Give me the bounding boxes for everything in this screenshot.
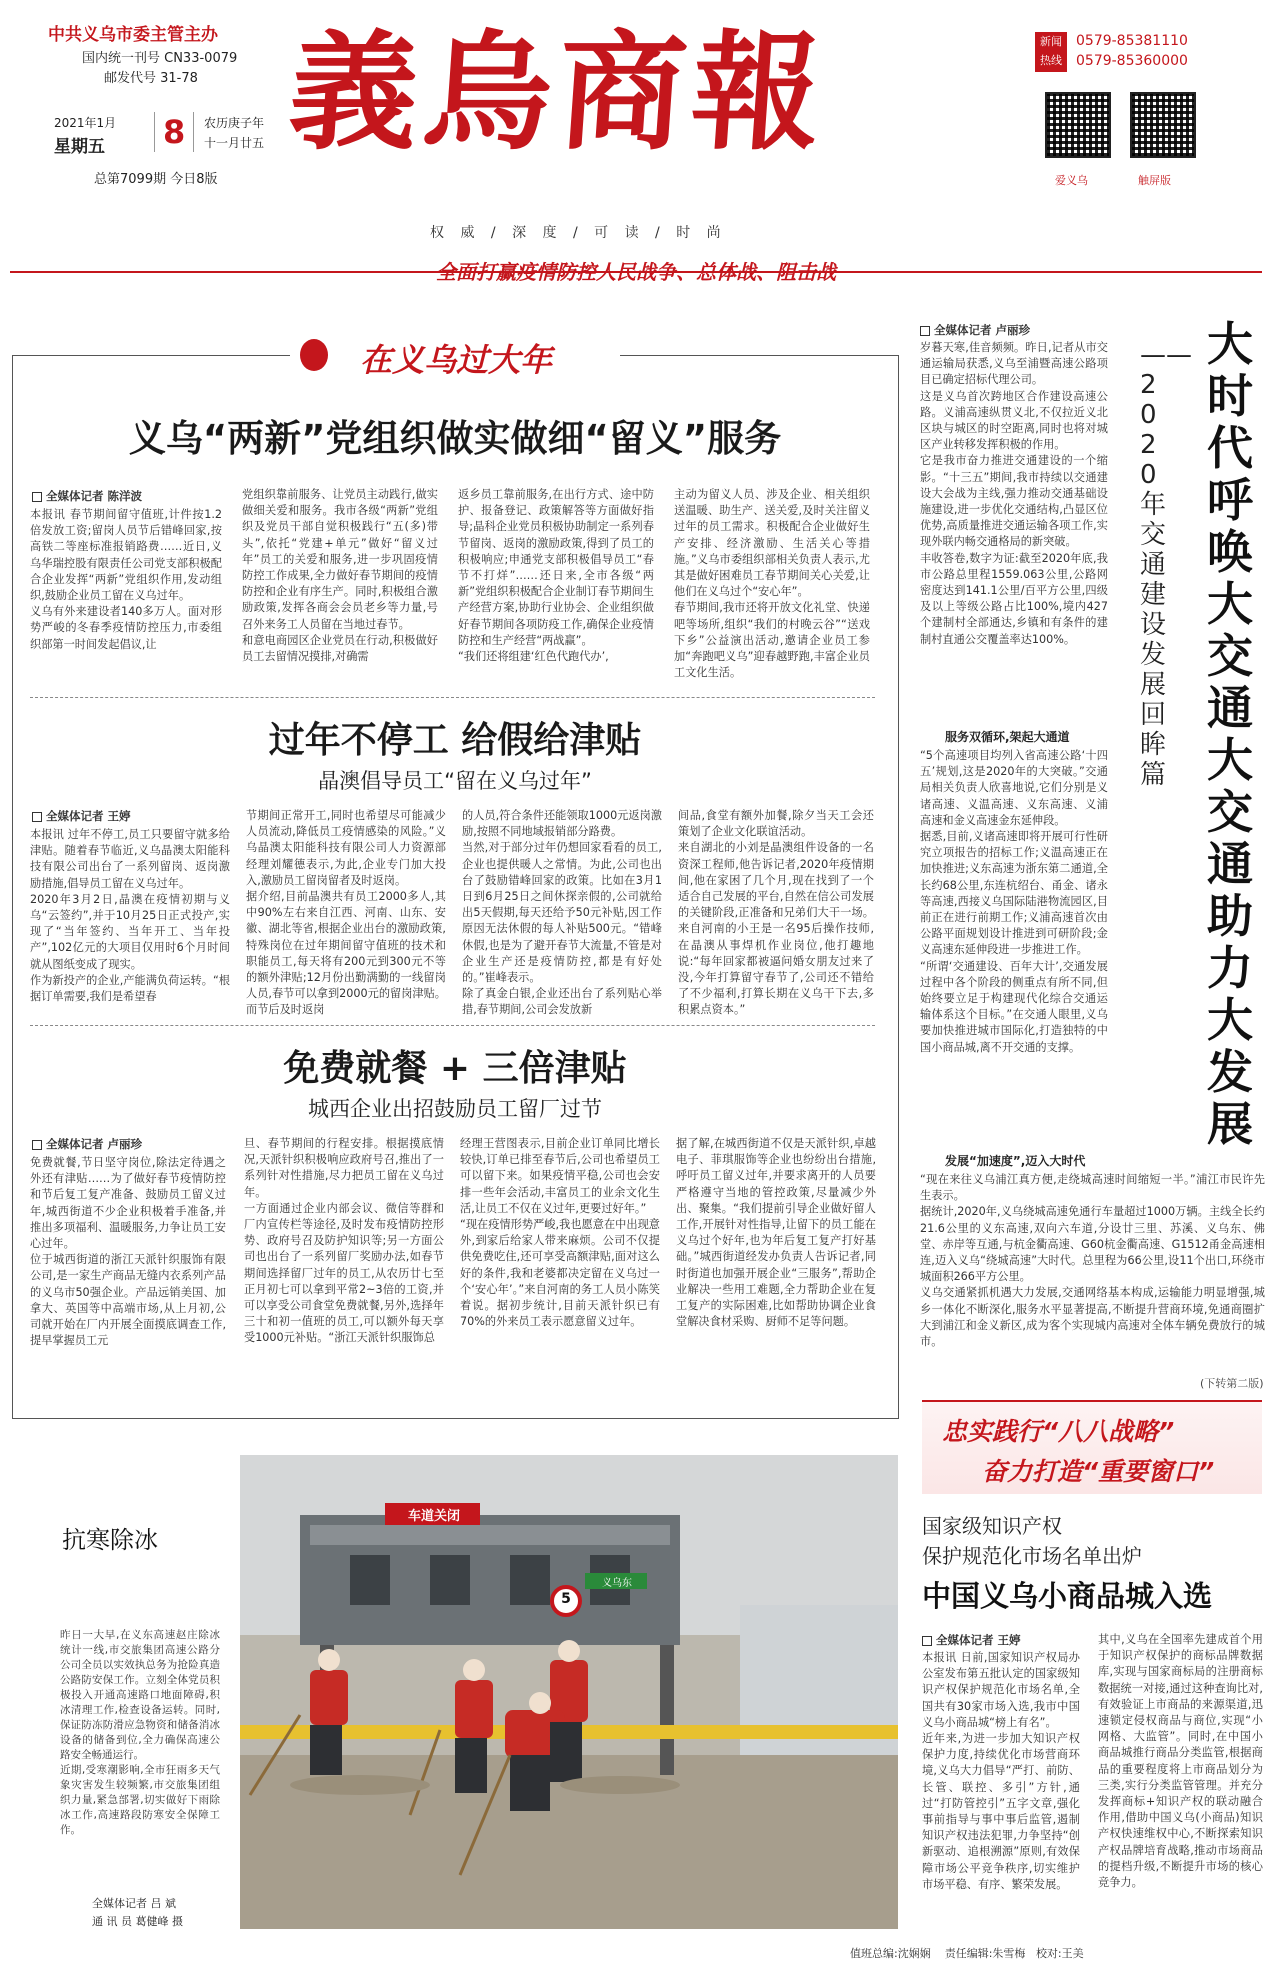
story3-headline: 免费就餐 + 三倍津贴	[283, 1048, 627, 1089]
ip-headline: 中国义乌小商品城入选	[922, 1579, 1213, 1613]
qr-label-2: 触屏版	[1138, 174, 1171, 187]
issn: 国内统一刊号 CN33-0079	[82, 51, 238, 66]
main-col-1: 本报讯 春节期间留守值班,计件按1.2倍发放工资;留岗人员节后错峰回家,按高铁二等座标准报销路费……近日,义乌华瑞控股有限责任公司党支部积极配合企业发挥“两新”党组织作用,发动组织,鼓励企业员工留在义乌过年。 义乌有外来建设者140多万人。面对形势严峻的冬春季疫情防控压力,市委组织部第一时间发起倡议,让	[30, 508, 222, 651]
qr-code-aiyiwu[interactable]	[1045, 92, 1111, 158]
transport-section-2: “现在来往义乌浦江真方便,走绕城高速时间缩短一半。”浦江市民许先生表示。 据统计,2020年,义乌绕城高速免通行车量超过1000万辆。主线全长约21.6公里的义东高速,双向六车道,分设廿三里、苏溪、义乌东、佛堂、赤岸等互通,与杭金衢高速、G60杭金衢高速、G1512甬金高速相连,迈入义乌“绕城高速”大时代。总里程为66公里,设11个出口,环绕市城面积266平方公里。 义乌交通紧抓机遇大力发展,交通网络基本构成,运输能力明显增强,城乡一体化不断深化,服务水平显著提高,不断提升营商环境,免通商圈扩大到浦江和金义新区,成为客个实现城内高速对全体车辆免费放行的城市。	[920, 1173, 1265, 1349]
date-month: 2021年1月	[54, 116, 117, 130]
main-col-3: 返乡员工靠前服务,在出行方式、途中防护、报备登记、政策解答等方面做好指导;晶科企业党员积极协助制定一系列春节留岗、返岗的激励政策,得到了员工的积极响应;申通党支部积极倡导员工“春节不打烊”……还日来,全市各级“两新”党组织积极配合企业制订春节期间生产经营方案,协助行业协会、企业组织做好春节期间各项防疫工作,确保企业疫情防控和生产经营“两战赢”。 “我们还将组建‘红色代跑代办’,	[458, 488, 654, 664]
transport-byline-text: 全媒体记者 卢丽珍	[934, 323, 1031, 337]
transport-heading-1: 服务双循环,架起大通道	[945, 730, 1070, 744]
slogan: 全面打赢疫情防控人民战争、总体战、阻击战	[436, 260, 836, 284]
lunar-date: 十一月廿五	[204, 136, 265, 150]
story2-col-2: 节期间正常开工,同时也希望尽可能减少人员流动,降低员工疫情感染的风险。”义乌晶澳太阳能科技有限公司人力资源部经理刘耀德表示,为此,企业专门加大投入,激励员工留岗留者及时返岗。 据介绍,目前晶澳共有员工2000多人,其中90%左右来自江西、河南、山东、安徽、湖北等省,根据企业出台的激励政策,特殊岗位在过年期间留守值班的技术和职能员工,每天将有200元到300元不等的额外津贴;12月份出勤满勤的一线留岗人员,春节可以拿到2000元的留岗津贴。而节后及时返岗	[246, 809, 446, 1017]
main-byline	[32, 488, 142, 504]
continued-note: (下转第二版)	[1200, 1377, 1264, 1390]
proofreader: 校对:王美	[1035, 1947, 1084, 1960]
motto: 权 威 / 深 度 / 可 读 / 时 尚	[430, 225, 727, 241]
story2-byline-text: 全媒体记者 王婷	[46, 809, 131, 823]
story2-headline: 过年不停工 给假给津贴	[268, 720, 642, 761]
phone-2: 0579-85360000	[1076, 53, 1188, 69]
badao-line-2: 奋力打造“重要窗口”	[982, 1457, 1215, 1486]
main-byline-text: 全媒体记者 陈洋波	[46, 489, 143, 503]
transport-subtitle: ——2020年交通建设发展回眸篇	[1140, 340, 1192, 790]
main-headline: 义乌“两新”党组织做实做细“留义”服务	[128, 417, 782, 460]
story2-subtitle: 晶澳倡导员工“留在义乌过年”	[318, 769, 592, 793]
transport-headline	[1185, 318, 1265, 1158]
footer	[850, 1945, 1260, 1961]
story3-col-3: 经理王营图表示,目前企业订单同比增长较快,订单已排至春节后,公司也希望员工可以留下来。如果疫情平稳,公司也会安排一些年会活动,丰富员工的业余文化生活,让员工不仅在义过年,更要过好年。” “现在疫情形势严峻,我也愿意在中出现意外,到家后给家人带来麻烦。公司不仅提供免费吃住,还可享受高额津贴,面对这么好的条件,我和老婆都决定留在义乌过一个‘安心年’。”来自河南的务工人员小陈笑着说。据初步统计,目前天派针织已有70%的外来员工表示愿意留义过年。	[460, 1137, 660, 1329]
photo-title: 抗寒除冰	[62, 1526, 158, 1554]
divider-2	[30, 1025, 875, 1026]
editor-on-duty: 值班总编:沈娴娴	[850, 1947, 931, 1960]
phone-1: 0579-85381110	[1076, 33, 1188, 49]
photo-credit-2: 通 讯 员 葛健峰 摄	[92, 1915, 183, 1928]
photo-illustration	[240, 1455, 898, 1929]
byline-marker	[32, 1140, 42, 1150]
transport-title: 大时代呼唤大交通 大交通助力大发展	[1207, 317, 1253, 1151]
ip-col-1: 本报讯 日前,国家知识产权局办公室发布第五批认定的国家级知识产权保护规范化市场名单,全国共有30家市场入选,我市中国义乌小商品城“榜上有名”。 近年来,为进一步加大知识产权保护力度,持续优化市场营商环境,义乌大力倡导“严打、前防、长管、联控、多引”方针,通过“打防管控引”五字文章,强化事前指导与事中事后监管,遏制知识产权违法犯罪,力争坚持“创新驱动、追根溯源”原则,有效保障市场公平竞争秩序,切实维护市场平稳、有序、繁荣发展。	[922, 1651, 1080, 1891]
toll-sign: 车道关闭	[407, 1509, 460, 1524]
hotline-label-1: 新闻	[1040, 35, 1062, 48]
responsible-editor: 责任编辑:朱雪梅	[944, 1947, 1026, 1960]
hotline-label-2: 热线	[1040, 54, 1062, 67]
feature-banner-text: 在义乌过大年	[360, 341, 553, 379]
exit-sign: 义乌东	[602, 1578, 632, 1589]
story2-byline	[32, 808, 131, 824]
sponsor: 中共义乌市委主管主办	[48, 25, 218, 45]
badao-line-1: 忠实践行“八八战略”	[942, 1417, 1175, 1446]
feature-banner	[290, 333, 620, 377]
issue-info: 总第7099期 今日8版	[94, 172, 218, 187]
main-col-2: 党组织靠前服务、让党员主动践行,做实做细关爱和服务。我市各级“两新”党组织及党员干部自觉积极践行“五(多)带头”,依托“党建+单元”做好“留义过年”员工的关爱和服务,进一步巩固疫情防控工作成果,全力做好春节期间的疫情防控和企业有序生产。同时,积极组合激励政策,发挥各商会会员老乡等力量,号召外来务工人员留在当地过春节。 和意电商园区企业党员在行动,积极做好员工去留情况摸排,对确需	[242, 488, 438, 664]
hotline-tag	[1035, 32, 1067, 72]
speed-limit-sign: 5	[561, 1591, 571, 1607]
ip-col-2: 其中,义乌在全国率先建成首个用于知识产权保护的商标品牌数据库,实现与国家商标局的注册商标数据统一对接,通过这种查询比对,有效验证上市商品的来源渠道,迅速锁定侵权商品与商位,实现“小网格、大监管”。同时,在中国小商品城推行商品分类监管,根据商品的重要程度将上市商品划分为三类,实行分类监管管理。并充分发挥商标+知识产权的联动融合作用,借助中国义乌(小商品)知识产权快速维权中心,不断探索知识产权品牌培育战略,推动市场商品的提档升级,不断提升市场的核心竞争力。	[1098, 1633, 1263, 1890]
news-photo[interactable]	[240, 1455, 898, 1929]
postal-code: 邮发代号 31-78	[104, 71, 198, 86]
story3-col-1: 免费就餐,节日坚守岗位,除法定待遇之外还有津贴……为了做好春节疫情防控和节后复工复产准备、鼓励员工留义过年,城西街道不少企业积极着手准备,并推出多项福利、温暖服务,力争让员工安心过年。 位于城西街道的浙江天派针织服饰有限公司,是一家生产商品无缝内衣系列产品的义乌市50强企业。产品远销美国、加拿大、英国等中高端市场,从上月初,公司就开始在厂内开展全面摸底调查工作,提早掌握员工元	[30, 1156, 226, 1348]
masthead	[0, 0, 1272, 285]
byline-marker	[32, 492, 42, 502]
photo-caption: 昨日一大早,在义东高速赵庄除冰统计一线,市交旅集团高速公路分公司全员以实效执总务为抢险真造公路防安保工作。立刻全体党员积极投入开通高速路口地面障碍,积冰清理工作,检查设备运转。同时,保证防冻防滑应急物资和储备消冰设备的储备到位,全力确保高速公路安全畅通运行。 近期,受寒潮影响,全市狂雨多天气象灾害发生较频繁,市交旅集团组织力量,紧急部署,切实做好下雨除冰工作,高速路段防寒安全保障工作。	[60, 1629, 220, 1836]
ip-byline	[922, 1632, 1021, 1648]
byline-marker	[32, 812, 42, 822]
story3-col-4: 据了解,在城西街道不仅是天派针织,卓越电子、菲琪服饰等企业也纷纷出台措施,呼吁员工留义过年,并要求离开的人员要严格遵守当地的管控政策,尽量减少外出、聚集。“我们提前引导企业做好留人工作,开展针对性指导,让留下的员工能在义乌过个好年,也为年后复工复产打好基础。”城西街道经发办负责人告诉记者,同时街道也加强开展企业“三服务”,帮助企业解决一些用工难题,全力帮助企业在复工复产的实际困难,比如帮助协调企业食堂解决食材采购、厨师不足等问题。	[676, 1137, 876, 1329]
lunar-year: 农历庚子年	[204, 116, 265, 130]
main-col-4: 主动为留义人员、涉及企业、相关组织送温暖、助生产、送关爱,及时关注留义过年的员工需求。积极配合企业做好生产安排、经济激励、生活关心等措施。”义乌市委组织部相关负责人表示,尤其是做好困难员工春节期间关心关爱,让他们在义乌过个“安心年”。 春节期间,我市还将开放文化礼堂、快递吧等场所,组织“我们的村晚云谷”“送戏下乡”公益演出活动,邀请企业员工参加“奔跑吧义乌”迎春越野跑,丰富企业员工文化生活。	[674, 488, 870, 680]
day-number: 8	[154, 112, 194, 152]
transport-heading-2: 发展“加速度”,迈入大时代	[945, 1154, 1086, 1168]
badao-banner	[922, 1400, 1262, 1494]
transport-section-1: “5个高速项目均列入省高速公路‘十四五’规划,这是2020年的大突破。”交通局相关负责人欣喜地说,它们分别是义诸高速、义温高速、义东高速、义浦高速和金义高速金东延伸段。 据悉,目前,义诸高速即将开展可行性研究立项报告的招标工作;义温高速正在加快推进;义东高速为浙东第二通道,全长约68公里,东连杭绍台、甬金、诸永等高速,西接义乌国际陆港物流园区,目前正在进行前期工作;义浦高速首次由公路平面规划设计推进到可研阶段;金义高速东延伸段进一步推进工作。 “所谓‘交通建设、百年大计’,交通发展过程中各个阶段的侧重点有所不同,但始终要立足于构建现代化综合交通运输体系这个目标。”在交通人眼里,义乌要加快推进城市国际化,打造独特的中国小商品城,离不开交通的支撑。	[920, 749, 1108, 1054]
byline-marker	[920, 326, 930, 336]
lantern-icon	[300, 339, 328, 371]
ip-kicker-2: 保护规范化市场名单出炉	[922, 1544, 1142, 1568]
story2-col-1: 本报讯 过年不停工,员工只要留守就多给津贴。随着春节临近,义乌晶澳太阳能科技有限公司出台了一系列留岗、返岗激励措施,倡导员工留在义乌过年。 2020年3月2日,晶澳在疫情初期与义乌“云签约”,并于10月25日正式投产,实现了“当年签约、当年开工、当年投产”,102亿元的大项目仅用时6个月时间就从图纸变成了现实。 作为新投产的企业,产能满负荷运转。“根据订单需要,我们是希望春	[30, 828, 230, 1004]
qr-code-touch[interactable]	[1130, 92, 1196, 158]
ip-byline-text: 全媒体记者 王婷	[936, 1633, 1021, 1647]
divider-1	[30, 697, 875, 698]
story3-subtitle: 城西企业出招鼓励员工留厂过节	[308, 1097, 602, 1121]
newspaper-title: 義烏商報	[284, 18, 832, 168]
transport-byline	[920, 322, 1030, 338]
story2-col-4: 间品,食堂有额外加餐,除夕当天工会还策划了企业文化联谊活动。 来自湖北的小刘是晶澳组件设备的一名资深工程师,他告诉记者,2020年疫情期间,他在家困了几个月,现在找到了一个适合自己发展的平台,自然在信公司发展的关键阶段,正准备和兄弟们大干一场。来自河南的小王是一名95后操作技师,在晶澳从事焊机作业岗位,他打趣地说:“每年回家都被逼问婚女朋友过来了没,今年打算留守春节了,公司还不错给了不少福利,打算长期在义乌干下去,多积累点资本。”	[678, 809, 874, 1017]
date-box	[54, 112, 264, 160]
qr-label-1: 爱义乌	[1055, 174, 1088, 187]
weekday: 星期五	[54, 137, 105, 157]
transport-intro: 岁暮天寒,佳音频频。昨日,记者从市交通运输局获悉,义乌至浦暨高速公路项目已确定招标代理公司。 这是义乌首次跨地区合作建设高速公路。义浦高速纵贯义北,不仅拉近义北区块与城区的时空距离,同时也将对城区产业转移发挥积极的作用。 它是我市奋力推进交通建设的一个缩影。“十三五”期间,我市持续以交通建设大会战为主线,强力推动交通基础设施建设,进一步优化交通结构,凸显区位优势,高质量推进交通运输各项工作,实现外联内畅交通格局的新突破。 丰收答卷,数字为证:截至2020年底,我市公路总里程1559.063公里,公路网密度达到141.1公里/百平方公里,四级及以上等级公路占比100%,境内427个建制村全部通达,乡镇和有条件的建制村直通公交覆盖率达100%。	[920, 341, 1108, 646]
story2-col-3: 的人员,符合条件还能领取1000元返岗激励,按照不同地域报销部分路费。 当然,对于部分过年仍想回家看看的员工,企业也提供暖人之常情。为此,公司也出台了鼓励错峰回家的政策。比如在3月1日到6月25日之间休探亲假的,公司就给出5天假期,每天还给予50元补贴,因工作原因无法休假的每人补贴500元。“错峰休假,也是为了避开春节大流量,不管是对企业生产还是疫情防控,都是有好处的。”崔峰表示。 除了真金白银,企业还出台了系列贴心举措,春节期间,公司会发放新	[462, 809, 662, 1017]
photo-credit-1: 全媒体记者 吕 斌	[92, 1897, 176, 1910]
ip-kicker-1: 国家级知识产权	[922, 1514, 1062, 1538]
story3-col-2: 旦、春节期间的行程安排。根据摸底情况,天派针织积极响应政府号召,推出了一系列针对性措施,尽力把员工留在义乌过年。 一方面通过企业内部会议、微信等群和厂内宣传栏等途径,及时发布疫情防控形势、政府号召及防护知识等;另一方面公司也出台了一系列留厂奖励办法,如春节期间选择留厂过年的员工,从农历廿七至正月初七可以拿到平常2~3倍的工资,并可以享受公司食堂免费就餐,另外,选择年三十和初一值班的员工,可以额外每天享受1000元补贴。“浙江天派针织服饰总	[244, 1137, 444, 1345]
byline-marker	[922, 1636, 932, 1646]
story3-byline	[32, 1136, 142, 1152]
story3-byline-text: 全媒体记者 卢丽珍	[46, 1137, 143, 1151]
